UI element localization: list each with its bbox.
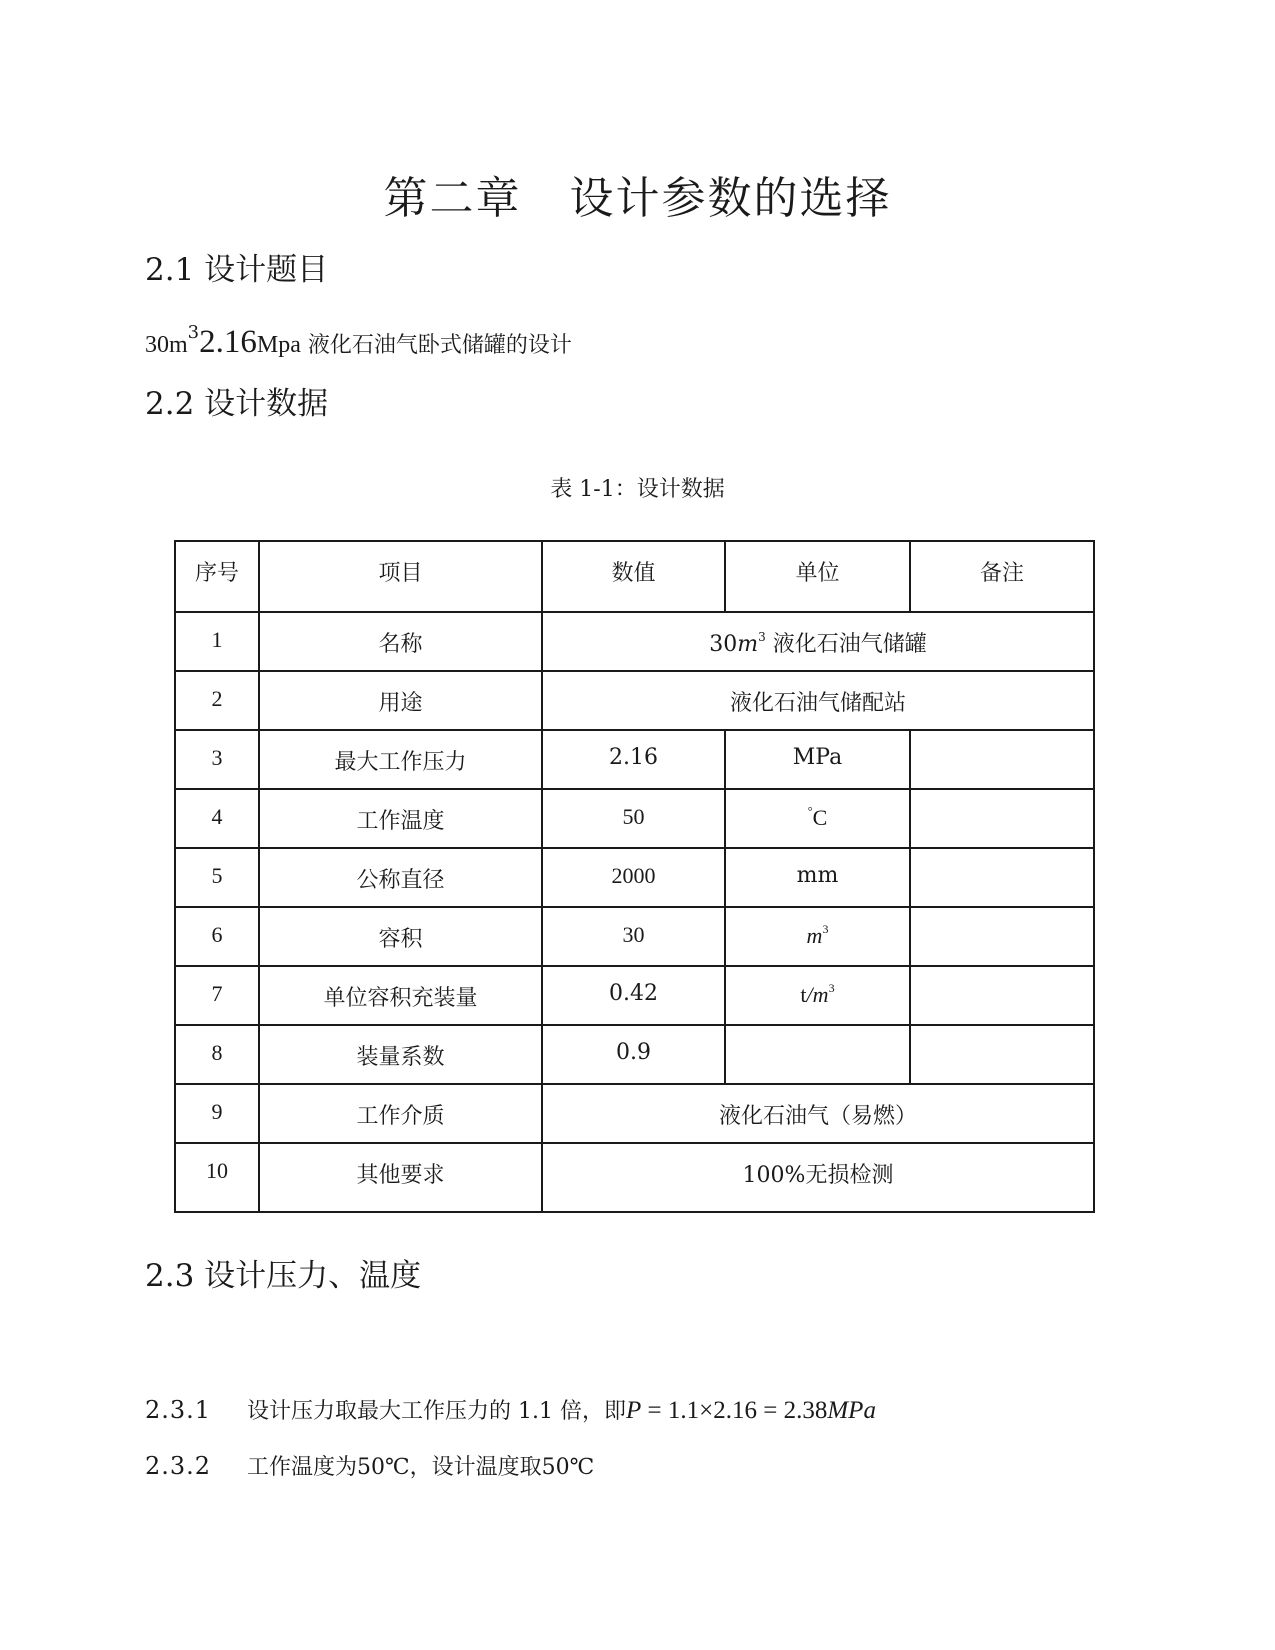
table-row — [175, 1143, 1094, 1212]
table-row — [175, 848, 1094, 907]
merged-text: 液化石油气储罐 — [772, 632, 927, 657]
row-item: 工作温度 — [259, 789, 542, 848]
table-caption: 表 1-1：设计数据 — [550, 477, 725, 502]
row-unit — [725, 789, 910, 848]
table-row — [175, 1084, 1094, 1143]
celsius-letter: C — [812, 805, 828, 830]
row-number: 10 — [175, 1143, 259, 1212]
line-text: 工作温度为50℃，设计温度取50℃ — [247, 1455, 595, 1480]
row-note — [910, 966, 1094, 1025]
table-row — [175, 730, 1094, 789]
row-item: 公称直径 — [259, 848, 542, 907]
unit-sup: 3 — [828, 981, 835, 995]
section-heading-2-3: 2.3 设计压力、温度 — [145, 1258, 422, 1294]
line-number: 2.3.1 — [145, 1396, 212, 1424]
section-heading-2-2: 2.2 设计数据 — [145, 386, 329, 422]
row-number: 2 — [175, 671, 259, 730]
formula-result: 2.38 — [783, 1397, 828, 1424]
topic-text: 液化石油气卧式储罐的设计 — [307, 333, 572, 358]
unit-sup: 3 — [822, 922, 829, 936]
row-number: 8 — [175, 1025, 259, 1084]
row-number: 4 — [175, 789, 259, 848]
unit-t: t — [800, 982, 807, 1007]
row-number: 7 — [175, 966, 259, 1025]
row-merged-value — [542, 612, 1094, 671]
row-value: 50 — [542, 789, 725, 848]
topic-pressure: 2.16 — [199, 324, 257, 360]
line-text: 设计压力取最大工作压力的 1.1 倍，即 — [247, 1399, 626, 1424]
row-item: 装量系数 — [259, 1025, 542, 1084]
row-note — [910, 848, 1094, 907]
row-item: 名称 — [259, 612, 542, 671]
chapter-name: 设计参数的选择 — [569, 173, 892, 224]
header-cell: 备注 — [910, 541, 1094, 612]
table-row — [175, 1025, 1094, 1084]
row-number: 3 — [175, 730, 259, 789]
row-number: 9 — [175, 1084, 259, 1143]
header-cell: 项目 — [259, 541, 542, 612]
row-number: 1 — [175, 612, 259, 671]
design-topic — [145, 322, 572, 361]
row-value: 2000 — [542, 848, 725, 907]
row-value: 2.16 — [542, 730, 725, 789]
table-row — [175, 966, 1094, 1025]
topic-unit: Mpa — [256, 332, 301, 358]
merged-volume: 30 — [709, 632, 738, 657]
row-note — [910, 730, 1094, 789]
merged-unit: m — [737, 632, 759, 657]
row-merged-value: 100%无损检测 — [542, 1143, 1094, 1212]
row-note — [910, 789, 1094, 848]
row-item: 用途 — [259, 671, 542, 730]
topic-volume-sup: 3 — [187, 322, 200, 343]
row-item: 最大工作压力 — [259, 730, 542, 789]
line-2-3-2 — [145, 1450, 594, 1481]
table-row — [175, 612, 1094, 671]
degree-mark: ° — [807, 804, 813, 818]
unit-m: m — [812, 982, 829, 1007]
row-unit — [725, 1025, 910, 1084]
row-note — [910, 907, 1094, 966]
row-value: 30 — [542, 907, 725, 966]
row-item: 单位容积充装量 — [259, 966, 542, 1025]
row-note — [910, 1025, 1094, 1084]
design-data-table — [174, 540, 1095, 1213]
row-number: 6 — [175, 907, 259, 966]
header-cell: 数值 — [542, 541, 725, 612]
line-2-3-1: 2.3.1 设计压力取最大工作压力的 1.1 倍，即P = 1.1×2.16 = 2.38MPa — [145, 1396, 876, 1424]
formula-unit: MPa — [827, 1397, 876, 1424]
row-merged-value: 液化石油气（易燃） — [542, 1084, 1094, 1143]
row-number: 5 — [175, 848, 259, 907]
topic-volume: 30m — [145, 332, 188, 358]
row-item: 容积 — [259, 907, 542, 966]
row-unit — [725, 966, 910, 1025]
unit-m: m — [806, 923, 823, 948]
header-cell: 序号 — [175, 541, 259, 612]
row-unit — [725, 907, 910, 966]
row-merged-value: 液化石油气储配站 — [542, 671, 1094, 730]
table-row — [175, 671, 1094, 730]
row-item: 工作介质 — [259, 1084, 542, 1143]
section-heading-2-1: 2.1 设计题目 — [145, 252, 329, 288]
row-item: 其他要求 — [259, 1143, 542, 1212]
header-cell: 单位 — [725, 541, 910, 612]
row-unit: MPa — [725, 730, 910, 789]
merged-unit-sup: 3 — [758, 630, 766, 644]
formula-product: 1.1×2.16 — [667, 1397, 757, 1424]
line-number: 2.3.2 — [145, 1452, 212, 1480]
table-row — [175, 907, 1094, 966]
formula-variable: P — [625, 1397, 642, 1424]
chapter-number: 第二章 — [383, 173, 522, 224]
chapter-title — [0, 162, 1275, 226]
row-value: 0.42 — [542, 966, 725, 1025]
table-row — [175, 789, 1094, 848]
row-value: 0.9 — [542, 1025, 725, 1084]
unit-slash: / — [806, 982, 813, 1007]
table-header-row — [175, 541, 1094, 612]
row-unit: mm — [725, 848, 910, 907]
